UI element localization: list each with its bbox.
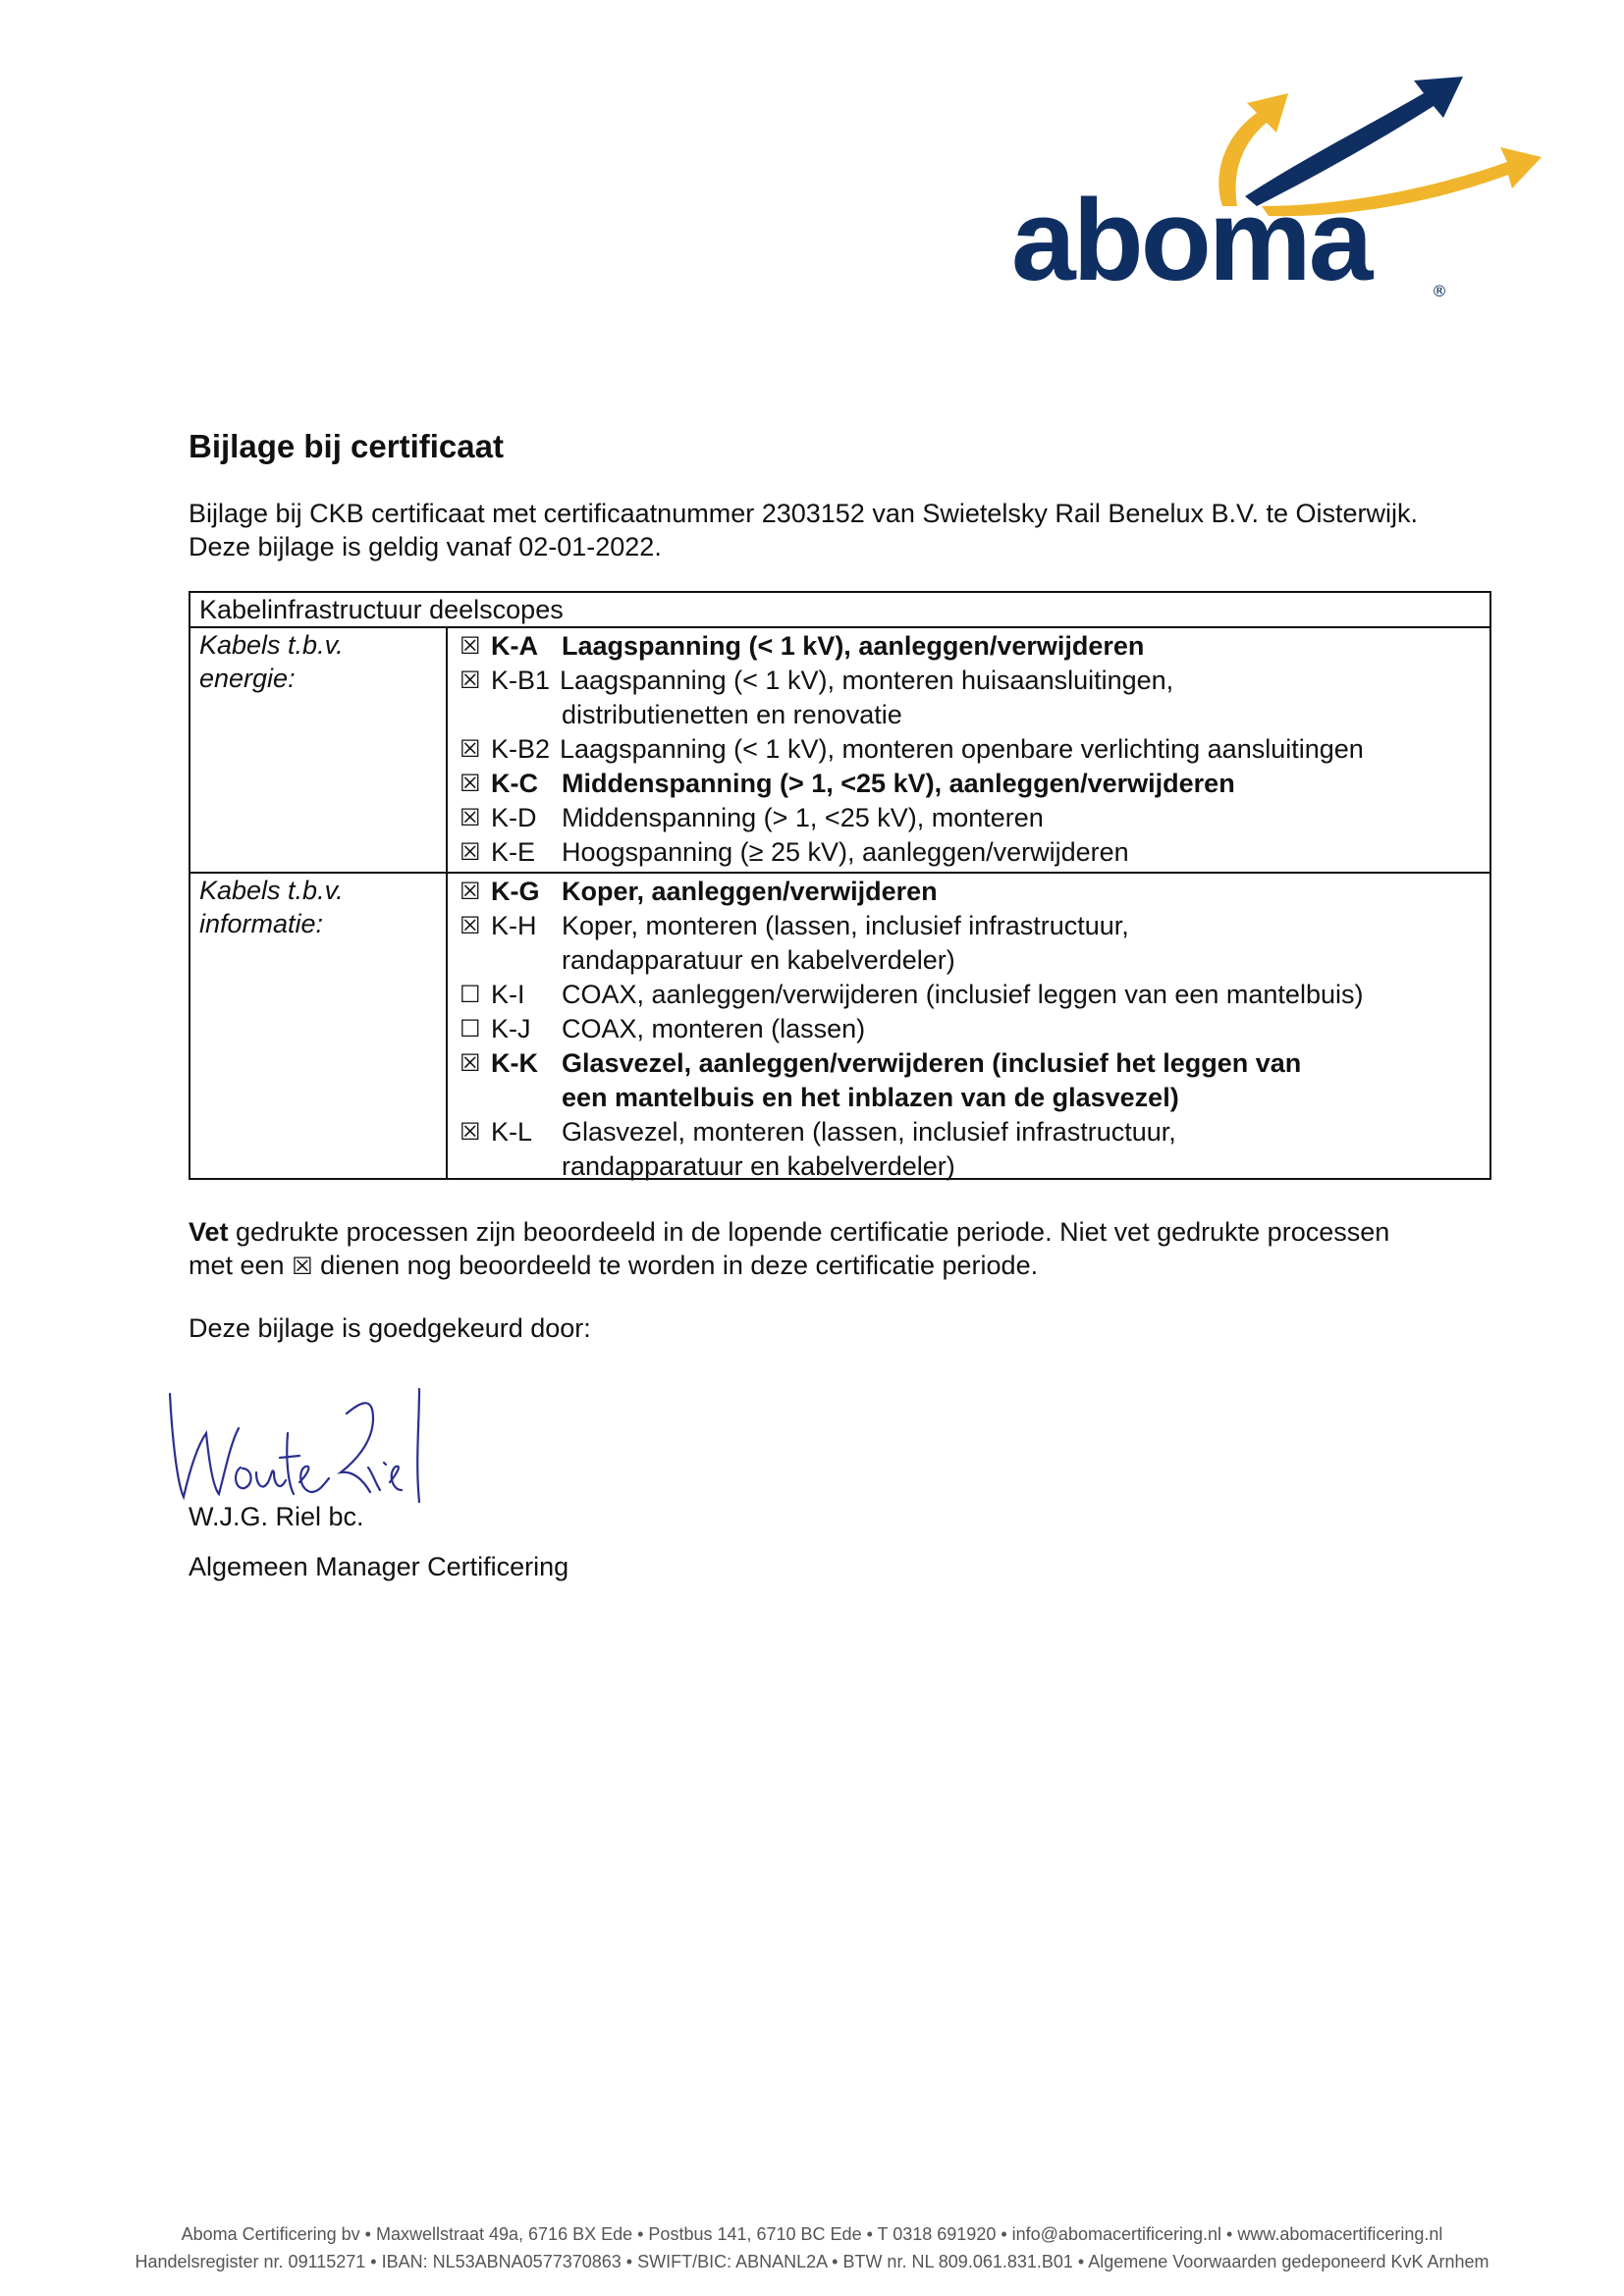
scope-code: K-I — [491, 980, 525, 1009]
scope-code: K-C — [491, 769, 538, 798]
checked-box-icon: ☒ — [460, 770, 481, 797]
note-paragraph — [189, 1215, 1504, 1283]
aboma-logo-graphic — [1011, 69, 1542, 314]
checked-box-icon: ☒ — [292, 1253, 313, 1280]
aboma-logo — [1011, 69, 1542, 314]
scope-item-k-l — [460, 1115, 1489, 1184]
scope-item-k-e — [460, 835, 1489, 870]
checked-box-icon: ☒ — [460, 1118, 481, 1146]
scope-description: Laagspanning (< 1 kV), monteren openbare verlichting aansluitingen — [560, 734, 1364, 764]
scope-code: K-G — [491, 877, 540, 906]
scope-item-k-b2 — [460, 732, 1489, 767]
registered-mark: ® — [1432, 282, 1447, 300]
scope-description: COAX, monteren (lassen) — [562, 1014, 866, 1043]
scope-description: Glasvezel, monteren (lassen, inclusief infrastructuur, randapparatuur en kabelverdeler) — [562, 1117, 1176, 1181]
scope-code: K-A — [491, 631, 538, 661]
scope-item-k-i — [460, 978, 1489, 1012]
scope-item-k-a — [460, 629, 1489, 664]
scope-description: Koper, aanleggen/verwijderen — [562, 877, 938, 906]
scope-group-label — [190, 874, 448, 1178]
checked-box-icon: ☒ — [460, 878, 481, 905]
scope-item-k-j — [460, 1012, 1489, 1046]
scope-description: Laagspanning (< 1 kV), monteren huisaansluitingen, distributienetten en renovatie — [560, 666, 1174, 729]
scope-description: COAX, aanleggen/verwijderen (inclusief leggen van een mantelbuis) — [562, 980, 1364, 1009]
checked-box-icon: ☒ — [460, 632, 481, 660]
scope-group-energie — [190, 628, 1489, 874]
scope-items — [448, 874, 1489, 1181]
scope-description: Laagspanning (< 1 kV), aanleggen/verwijderen — [562, 631, 1145, 661]
signer-name: W.J.G. Riel bc. — [189, 1502, 364, 1531]
scope-item-k-h — [460, 909, 1489, 978]
page-title: Bijlage bij certificaat — [189, 428, 504, 464]
page-footer — [0, 2220, 1624, 2275]
scope-code: K-E — [491, 837, 536, 867]
scope-code: K-K — [491, 1048, 538, 1078]
scope-table-header: Kabelinfrastructuur deelscopes — [190, 593, 1489, 628]
group-label-line: Kabels t.b.v. — [199, 630, 344, 660]
scope-item-k-k — [460, 1046, 1489, 1115]
scope-item-k-d — [460, 801, 1489, 835]
group-label-line: informatie: — [199, 909, 324, 938]
footer-line-2: Handelsregister nr. 09115271 • IBAN: NL53ABNA0577370863 • SWIFT/BIC: ABNANL2A • BTW nr. NL 809.061.831.B01 • Algemene Voorwaarden gedeponeerd KvK Arnhem — [135, 2252, 1489, 2271]
note-text: met een — [189, 1251, 293, 1280]
scope-group-informatie — [190, 874, 1489, 1181]
checked-box-icon: ☒ — [460, 804, 481, 831]
footer-line-1: Aboma Certificering bv • Maxwellstraat 49a, 6716 BX Ede • Postbus 141, 6710 BC Ede • T 0318 691920 • info@abomacertificering.nl • www.abomacertificering.nl — [181, 2224, 1443, 2244]
signer-role: Algemeen Manager Certificering — [189, 1552, 569, 1581]
scope-items — [448, 628, 1489, 872]
empty-box-icon: ☐ — [460, 1015, 481, 1042]
scope-description: Hoogspanning (≥ 25 kV), aanleggen/verwijderen — [562, 837, 1129, 867]
intro-line-1: Bijlage bij CKB certificaat met certificaatnummer 2303152 van Swietelsky Rail Benelux B.V. te Oisterwijk. — [189, 499, 1419, 528]
checked-box-icon: ☒ — [460, 912, 481, 939]
scope-description: Middenspanning (> 1, <25 kV), monteren — [562, 803, 1044, 832]
scope-code: K-D — [491, 803, 537, 832]
intro-line-2: Deze bijlage is geldig vanaf 02-01-2022. — [189, 532, 662, 561]
scope-description: Middenspanning (> 1, <25 kV), aanleggen/verwijderen — [562, 769, 1235, 798]
scope-item-k-c — [460, 767, 1489, 801]
note-text: dienen nog beoordeeld te worden in deze certificatie periode. — [312, 1251, 1039, 1280]
group-label-line: energie: — [199, 664, 296, 693]
note-bold-word: Vet — [189, 1217, 229, 1247]
approved-by-text: Deze bijlage is goedgekeurd door: — [189, 1313, 591, 1343]
logo-wordmark: aboma — [1011, 176, 1371, 305]
scope-code: K-B1 — [491, 666, 551, 695]
intro-text — [189, 497, 1418, 563]
scope-table — [189, 591, 1491, 1180]
scope-description: Glasvezel, aanleggen/verwijderen (inclusief het leggen van een mantelbuis en het inblazen van de glasvezel) — [562, 1048, 1302, 1112]
checked-box-icon: ☒ — [460, 1049, 481, 1077]
scope-group-label — [190, 628, 448, 872]
scope-description: Koper, monteren (lassen, inclusief infrastructuur, randapparatuur en kabelverdeler) — [562, 911, 1129, 975]
scope-code: K-L — [491, 1117, 533, 1147]
checked-box-icon: ☒ — [460, 735, 481, 763]
scope-item-k-g — [460, 875, 1489, 909]
empty-box-icon: ☐ — [460, 981, 481, 1008]
scope-code: K-H — [491, 911, 537, 940]
note-text: gedrukte processen zijn beoordeeld in de lopende certificatie periode. Niet vet gedrukte processen — [228, 1217, 1390, 1247]
checked-box-icon: ☒ — [460, 667, 481, 694]
checked-box-icon: ☒ — [460, 838, 481, 866]
group-label-line: Kabels t.b.v. — [199, 876, 344, 905]
scope-code: K-B2 — [491, 734, 551, 764]
scope-item-k-b1 — [460, 664, 1489, 732]
scope-code: K-J — [491, 1014, 531, 1043]
